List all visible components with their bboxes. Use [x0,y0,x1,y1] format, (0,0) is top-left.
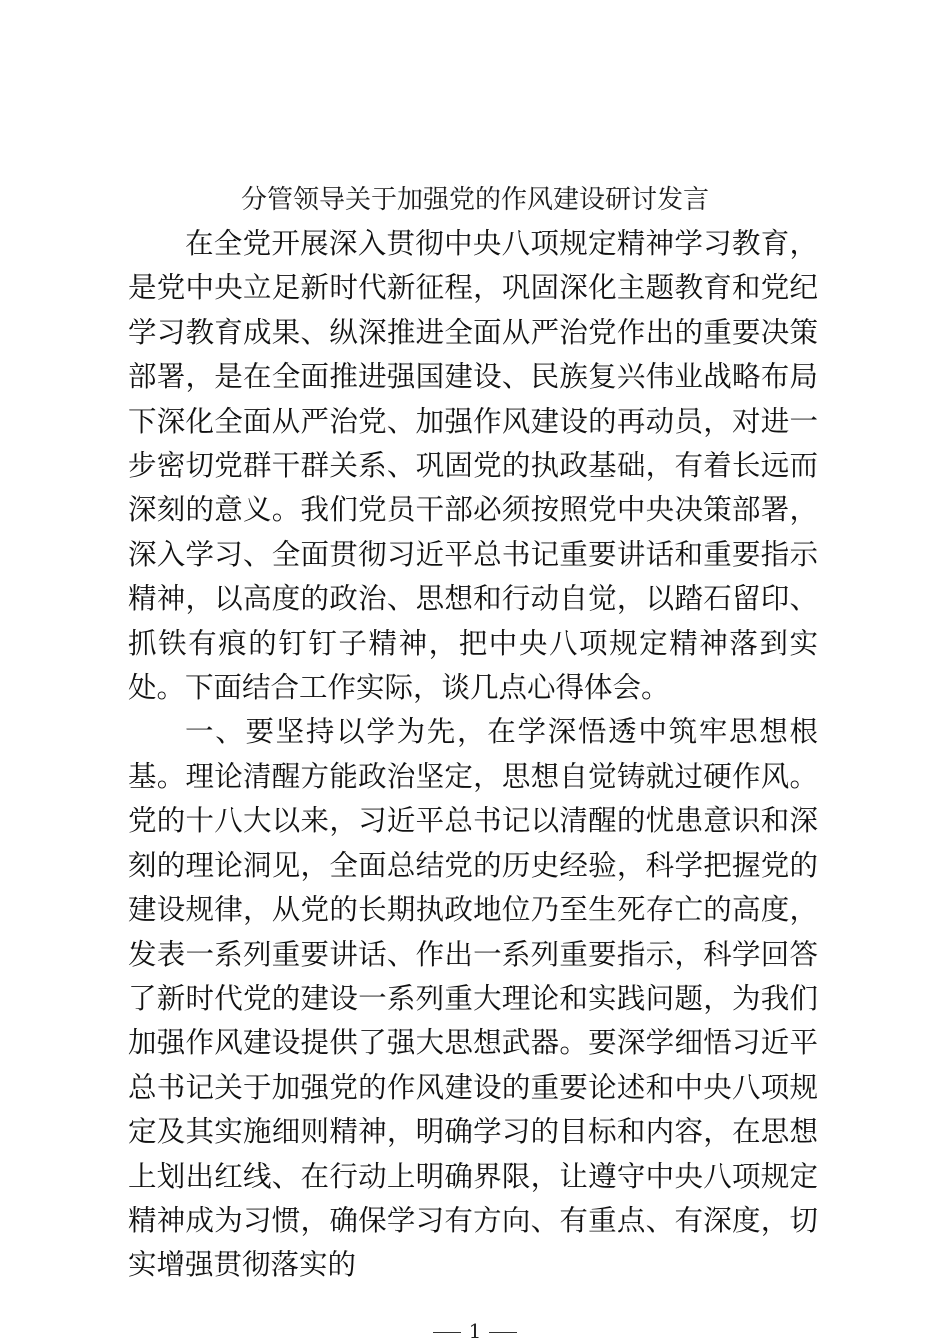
paragraph-intro: 在全党开展深入贯彻中央八项规定精神学习教育，是党中央立足新时代新征程，巩固深化主题教育和党纪学习教育成果、纵深推进全面从严治党作出的重要决策部署，是在全面推进强国建设、民族复兴伟业战略布局下深化全面从严治党、加强作风建设的再动员，对进一步密切党群干群关系、巩固党的执政基础，有着长远而深刻的意义。我们党员干部必须按照党中央决策部署，深入学习、全面贯彻习近平总书记重要讲话和重要指示精神，以高度的政治、思想和行动自觉，以踏石留印、抓铁有痕的钉钉子精神，把中央八项规定精神落到实处。下面结合工作实际，谈几点心得体会。 [128,227,818,705]
page-footer [0,1318,950,1344]
paragraph-section-one: 一、要坚持以学为先，在学深悟透中筑牢思想根基。理论清醒方能政治坚定，思想自觉铸就过硬作风。党的十八大以来，习近平总书记以清醒的忧患意识和深刻的理论洞见，全面总结党的历史经验，科学把握党的建设规律，从党的长期执政地位乃至生死存亡的高度，发表一系列重要讲话、作出一系列重要指示，科学回答了新时代党的建设一系列重大理论和实践问题，为我们加强作风建设提供了强大思想武器。要深学细悟习近平总书记关于加强党的作风建设的重要论述和中央八项规定及其实施细则精神，明确学习的目标和内容，在思想上划出红线、在行动上明确界限，让遵守中央八项规定精神成为习惯，确保学习有方向、有重点、有深度，切实增强贯彻落实的 [128,715,818,1282]
footer-dash-left [433,1332,461,1333]
document-body [128,222,818,1288]
document-title: 分管领导关于加强党的作风建设研讨发言 [240,185,709,215]
footer-dash-right [489,1332,517,1333]
page-number: 1 [468,1319,482,1343]
